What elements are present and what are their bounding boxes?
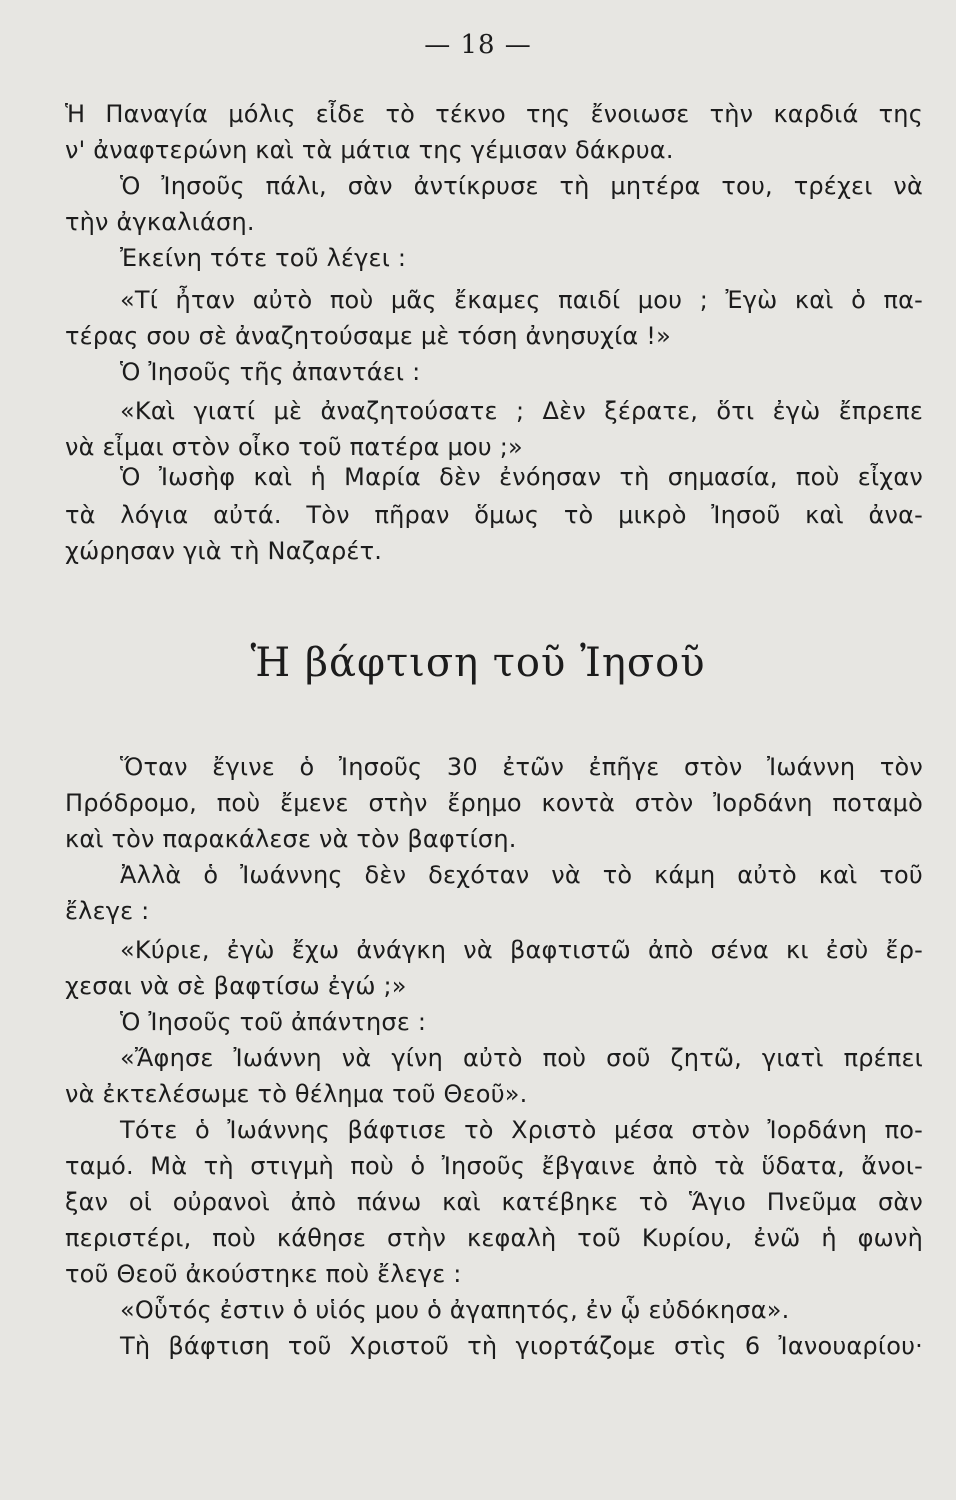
- text-line: «Κύριε, ἐγὼ ἔχω ἀνάγκη νὰ βαφτιστῶ ἀπὸ σένα κι ἐσὺ ἔρ-: [120, 936, 923, 964]
- text-line: Ὁ Ἰησοῦς τῆς ἀπαντάει :: [120, 358, 421, 386]
- text-line: νὰ ἐκτελέσωμε τὸ θέλημα τοῦ Θεοῦ».: [65, 1080, 528, 1108]
- page-number: — 18 —: [424, 30, 532, 60]
- text-line: χεσαι νὰ σὲ βαφτίσω ἐγώ ;»: [65, 972, 407, 1000]
- text-line: τοῦ Θεοῦ ἀκούστηκε ποὺ ἔλεγε :: [65, 1260, 462, 1288]
- text-line: ν' ἀναφτερώνη καὶ τὰ μάτια της γέμισαν δάκρυα.: [65, 136, 674, 164]
- text-line: «Οὗτός ἐστιν ὁ υἱός μου ὁ ἀγαπητός, ἐν ᾧ εὐδόκησα».: [120, 1296, 790, 1324]
- section-heading: Ἡ βάφτιση τοῦ Ἰησοῦ: [250, 640, 706, 686]
- text-line: «Καὶ γιατί μὲ ἀναζητούσατε ; Δὲν ξέρατε, ὅτι ἐγὼ ἔπρεπε: [120, 397, 923, 425]
- text-line: Πρόδρομο, ποὺ ἔμενε στὴν ἔρημο κοντὰ στὸν Ἰορδάνη ποταμὸ: [65, 789, 923, 817]
- text-line: Ἐκείνη τότε τοῦ λέγει :: [120, 244, 407, 272]
- text-line: καὶ τὸν παρακάλεσε νὰ τὸν βαφτίση.: [65, 825, 517, 853]
- text-line: Ἀλλὰ ὁ Ἰωάννης δὲν δεχόταν νὰ τὸ κάμη αὐτὸ καὶ τοῦ: [120, 861, 923, 889]
- text-line: τὰ λόγια αὐτά. Τὸν πῆραν ὅμως τὸ μικρὸ Ἰησοῦ καὶ ἀνα-: [65, 501, 923, 529]
- text-line: ξαν οἱ οὐρανοὶ ἀπὸ πάνω καὶ κατέβηκε τὸ Ἅγιο Πνεῦμα σὰν: [65, 1188, 923, 1216]
- text-line: Ὁ Ἰησοῦς πάλι, σὰν ἀντίκρυσε τὴ μητέρα του, τρέχει νὰ: [120, 172, 923, 200]
- text-line: ταμό. Μὰ τὴ στιγμὴ ποὺ ὁ Ἰησοῦς ἔβγαινε ἀπὸ τὰ ὕδατα, ἄνοι-: [65, 1152, 923, 1180]
- text-line: χώρησαν γιὰ τὴ Ναζαρέτ.: [65, 537, 383, 565]
- text-line: Τὴ βάφτιση τοῦ Χριστοῦ τὴ γιορτάζομε στὶς 6 Ἰανουαρίου·: [120, 1332, 923, 1360]
- text-line: «Ἄφησε Ἰωάννη νὰ γίνη αὐτὸ ποὺ σοῦ ζητῶ, γιατὶ πρέπει: [120, 1044, 923, 1072]
- text-line: τὴν ἀγκαλιάση.: [65, 208, 255, 236]
- text-line: Ὅταν ἔγινε ὁ Ἰησοῦς 30 ἐτῶν ἐπῆγε στὸν Ἰωάννη τὸν: [120, 753, 923, 781]
- text-line: Ὁ Ἰησοῦς τοῦ ἀπάντησε :: [120, 1008, 427, 1036]
- text-line: ἔλεγε :: [65, 897, 150, 925]
- text-line: περιστέρι, ποὺ κάθησε στὴν κεφαλὴ τοῦ Κυρίου, ἐνῶ ἡ φωνὴ: [65, 1224, 923, 1252]
- text-line: «Τί ἦταν αὐτὸ ποὺ μᾶς ἔκαμες παιδί μου ; Ἐγὼ καὶ ὁ πα-: [120, 286, 923, 314]
- text-line: Τότε ὁ Ἰωάννης βάφτισε τὸ Χριστὸ μέσα στὸν Ἰορδάνη πο-: [120, 1116, 923, 1144]
- text-line: τέρας σου σὲ ἀναζητούσαμε μὲ τόση ἀνησυχία !»: [65, 322, 671, 350]
- text-line: Ἡ Παναγία μόλις εἶδε τὸ τέκνο της ἔνοιωσε τὴν καρδιά της: [65, 100, 923, 128]
- text-line: νὰ εἶμαι στὸν οἶκο τοῦ πατέρα μου ;»: [65, 433, 523, 461]
- text-line: Ὁ Ἰωσὴφ καὶ ἡ Μαρία δὲν ἐνόησαν τὴ σημασία, ποὺ εἶχαν: [120, 463, 923, 491]
